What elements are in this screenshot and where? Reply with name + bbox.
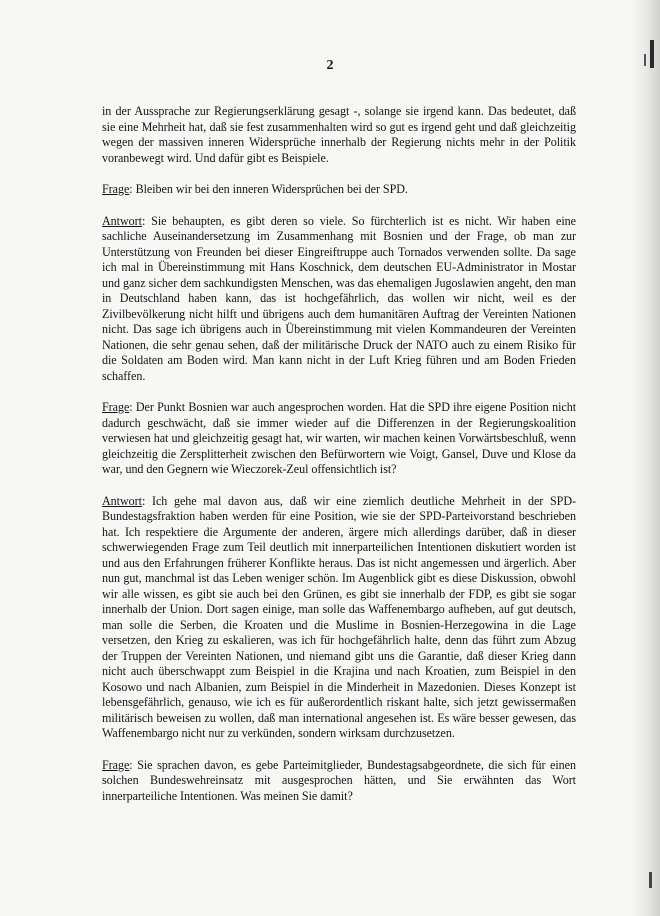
paragraph-question	[102, 182, 576, 198]
paragraph-text: : Der Punkt Bosnien war auch angesprochen worden. Hat die SPD ihre eigene Position nicht dadurch geschwächt, daß sie immer wieder auf die Differenzen in der Regierungskoalition verwiesen hat und gleichzeitig gesagt hat, wir warten, wir machen keinen Vorwärtsbeschluß, wenn gleichzeitig die Zersplitterheit zwischen den Befürwortern wie Voigt, Gansel, Duve und Klose da war, und den Gegnern wie Wieczorek-Zeul offensichtlich ist?	[102, 400, 576, 476]
speaker-label-answer: Antwort	[102, 493, 142, 508]
paragraph-text: : Sie sprachen davon, es gebe Parteimitglieder, Bundestagsabgeordnete, die sich für einen solchen Bundeswehreinsatz mit ausgesprochen hätten, und Sie erwähnten das Wort innerparteiliche Intentionen. Was meinen Sie damit?	[102, 757, 576, 803]
paragraph-intro	[102, 104, 576, 166]
paragraph-text: in der Aussprache zur Regierungserklärung gesagt -, solange sie irgend kann. Das bedeutet, daß sie eine Mehrheit hat, daß sie fest zusammenhalten wird so gut es irgend geht und daß gleichzeitig wegen der massiven inneren Widersprüche innerhalb der Regierung nichts mehr in der Politik voranbewegt wird. Und dafür gibt es Beispiele.	[102, 104, 576, 165]
scan-edge-mark	[644, 54, 646, 66]
paragraph-text: : Sie behaupten, es gibt deren so viele. So fürchterlich ist es nicht. Wir haben eine sachliche Auseinandersetzung im Zusammenhang mit Bosnien und der Frage, ob man zur Unterstützung von Freunden bei dieser Eingreiftruppe auch Tornados verwenden sollte. Da sage ich mal in Übereinstimmung mit Hans Koschnick, dem deutschen EU-Administrator in Mostar und ganz sicher dem sachkundigsten Menschen, was das ehemaligen Jugoslawien angeht, den man in Deutschland haben kann, das ist hochgefährlich, das wollen wir nicht, weil es der Zivilbevölkerung nicht hilft und übrigens auch dem humanitären Auftrag der Vereinten Nationen nicht. Das sage ich übrigens auch in Übereinstimmung mit vielen Kommandeuren der Vereinten Nationen, die sehr genau sehen, daß der militärische Druck der NATO auch zu einem Risiko für die Soldaten am Boden wird. Man kann nicht in der Luft Krieg führen und am Boden Frieden schaffen.	[102, 213, 576, 383]
scan-edge-shadow	[630, 0, 660, 916]
document-body	[102, 104, 576, 820]
scan-edge-mark	[649, 872, 652, 888]
paragraph-answer	[102, 494, 576, 742]
paragraph-text: : Bleiben wir bei den inneren Widersprüchen bei der SPD.	[129, 182, 408, 196]
speaker-label-question: Frage	[102, 400, 130, 414]
paragraph-question	[102, 400, 576, 478]
paragraph-question	[102, 758, 576, 805]
speaker-label-question: Frage	[102, 182, 130, 196]
paragraph-text: : Ich gehe mal davon aus, daß wir eine ziemlich deutliche Mehrheit in der SPD-Bundestagsfraktion haben werden für eine Position, wie sie der SPD-Parteivorstand beschrieben hat. Ich respektiere die Argumente der anderen, ärgere mich allerdings darüber, daß in dieser schwerwiegenden Frage zum Teil deutlich mit innerparteilichen Intentionen diskutiert worden ist und aus den Erfahrungen früherer Konflikte heraus. Das ist nicht angemessen und ärgerlich. Aber nun gut, manchmal ist das Leben weniger schön. Im Augenblick gibt es diese Diskussion, obwohl wir alle wissen, es gibt sie auch bei den Grünen, es gibt sie innerhalb der FDP, es gibt sie sogar innerhalb der Union. Dort sagen einige, man solle das Waffenembargo aufheben, auf gut deutsch, man solle die Serben, die Kroaten und die Muslime in Bosnien-Herzegowina in die Lage versetzen, den Krieg zu eskalieren, was ich für hochgefährlich halte, denn das führt zum Abzug der Truppen der Vereinten Nationen, und niemand gibt uns die Garantie, daß dieser Krieg dann nicht auch überschwappt zum Beispiel in die Krajina und nach Kroatien, zum Beispiel in den Kosowo und nach Albanien, zum Beispiel in die Minderheit in Mazedonien. Dieses Konzept ist lebensgefährlich, genauso, wie ich es für außerordentlich riskant halte, sich jetzt gewissermaßen militärisch beweisen zu wollen, daß man international angesehen ist. Es wäre besser gewesen, das Waffenembargo nicht nur zu verkünden, sondern wirksam durchzusetzen.	[102, 493, 576, 740]
paragraph-answer	[102, 214, 576, 385]
speaker-label-answer: Antwort	[102, 213, 142, 228]
scan-edge-mark	[650, 40, 654, 68]
page-number: 2	[326, 58, 334, 73]
speaker-label-question: Frage	[102, 757, 130, 772]
